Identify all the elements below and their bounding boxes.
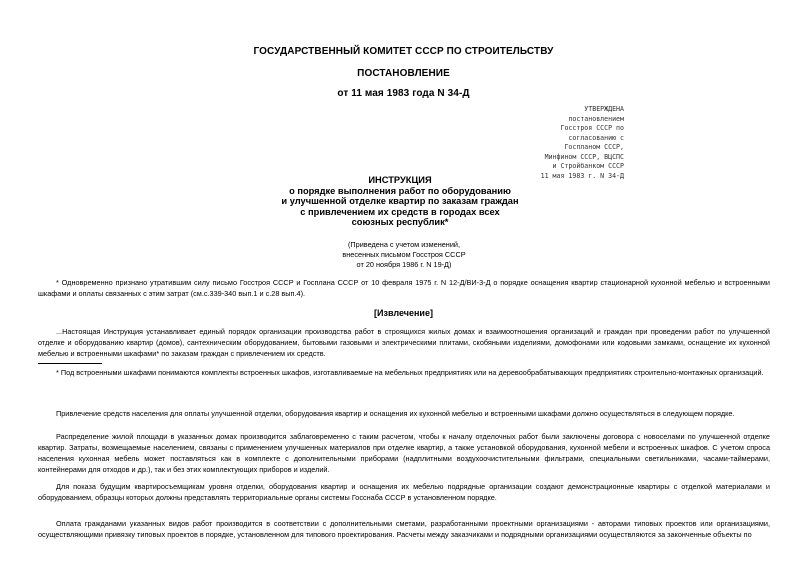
body-paragraph: Для показа будущим квартиросъемщикам уровня отделки, оборудования квартир и оснащения их мебелью подрядные организации создают демонстрационные квартиры с отделкой материалами и оборудованием, образцы которых должны представлять территориальные органы системы Госснаба СССР в установленном порядке. xyxy=(38,482,770,502)
approval-block xyxy=(470,105,624,181)
committee-heading: ГОСУДАРСТВЕННЫЙ КОМИТЕТ СССР ПО СТРОИТЕЛЬСТВУ xyxy=(253,46,554,57)
footnote-repeal: * Одновременно признано утратившим силу письмо Госстроя СССР и Госплана СССР от 10 февраля 1975 г. N 12-Д/ВИ-3-Д о порядке оснащения квартир стационарной кухонной мебелью и встроенными шкафами и оплаты связанных с этим затрат (см.с.339-340 вып.1 и с.28 вып.4). xyxy=(38,278,770,298)
edition-line: от 20 ноября 1986 г. N 19-Д) xyxy=(356,260,452,269)
intro-paragraph: ...Настоящая Инструкция устанавливает единый порядок организации производства работ в строящихся жилых домах и взаимоотношения организаций и граждан при проведении работ по улучшенной отделке и оборудованию квартир (домов), сантехническим оборудованием, бытовыми газовыми и электрическими плитами, скобяными изделиями, домофонами или кодовыми замками, оснащение их кухонной мебелью и встроенными шкафами* по заказам граждан с привлечением их средств. xyxy=(38,327,770,358)
approval-line: Минфином СССР, ВЦСПС xyxy=(544,152,624,161)
approval-line: и Стройбанком СССР xyxy=(552,162,624,170)
edition-note xyxy=(300,240,508,270)
approval-line: Госпланом СССР, xyxy=(564,143,624,151)
instruction-title xyxy=(250,175,550,228)
body-paragraph: Распределение жилой площади в указанных домах производится заблаговременно с таким расчетом, чтобы к началу отделочных работ были заключены договора с новоселами по улучшенной отделке квартир. Затраты, возмещаемые населением, связаны с применением улучшенных материалов при отделке квартир, а также установкой оборудования, кухонной мебели и встроенных шкафов. С учетом спроса населения кухонная мебель может поставляться как в комплекте с дополнительными приборами (надплитными воздухоочистительными фильтрами, специальными светильниками, часами-таймерами, контейнерами для отходов и др.), так и без этих комплектующих приборов и изделий. xyxy=(38,432,770,474)
title-line: с привлечением их средств в городах всех xyxy=(300,206,500,217)
footnote-divider xyxy=(38,363,102,364)
extract-label: [Извлечение] xyxy=(374,308,433,318)
date-number-heading: от 11 мая 1983 года N 34-Д xyxy=(337,88,470,99)
document-type-heading: ПОСТАНОВЛЕНИЕ xyxy=(357,68,450,79)
approval-line: Госстроя СССР по xyxy=(560,124,624,132)
edition-line: внесенных письмом Госстроя СССР xyxy=(342,250,466,259)
title-line: союзных республик* xyxy=(351,217,449,228)
approval-line: УТВЕРЖДЕНА xyxy=(584,105,624,113)
body-paragraph: Оплата гражданами указанных видов работ производится в соответствии с дополнительными сметами, разработанными проектными организациями - авторами типовых проектов или организациями, осуществляющими привязку типовых проектов в порядке, установленном для типового проектирования. Расчеты между заказчиками и подрядными организациями осуществляются за законченные объекты по xyxy=(38,519,770,539)
approval-line: 11 мая 1983 г. N 34-Д xyxy=(540,171,624,180)
title-line: и улучшенной отделке квартир по заказам граждан xyxy=(281,196,519,207)
approval-line: постановлением xyxy=(568,114,624,123)
edition-line: (Приведена с учетом изменений, xyxy=(347,240,461,249)
body-paragraph: Привлечение средств населения для оплаты улучшенной отделки, оборудования квартир и оснащения их кухонной мебелью и встроенными шкафами должно осуществляться в следующем порядке. xyxy=(56,409,735,418)
title-line: ИНСТРУКЦИЯ xyxy=(368,175,432,185)
title-line: о порядке выполнения работ по оборудованию xyxy=(289,185,511,196)
approval-line: согласованию с xyxy=(568,133,624,142)
footnote-cabinets: * Под встроенными шкафами понимаются комплекты встроенных шкафов, изготавливаемые на мебельных предприятиях или на деревообрабатывающих предприятиях строительно-монтажных организаций. xyxy=(56,368,764,377)
